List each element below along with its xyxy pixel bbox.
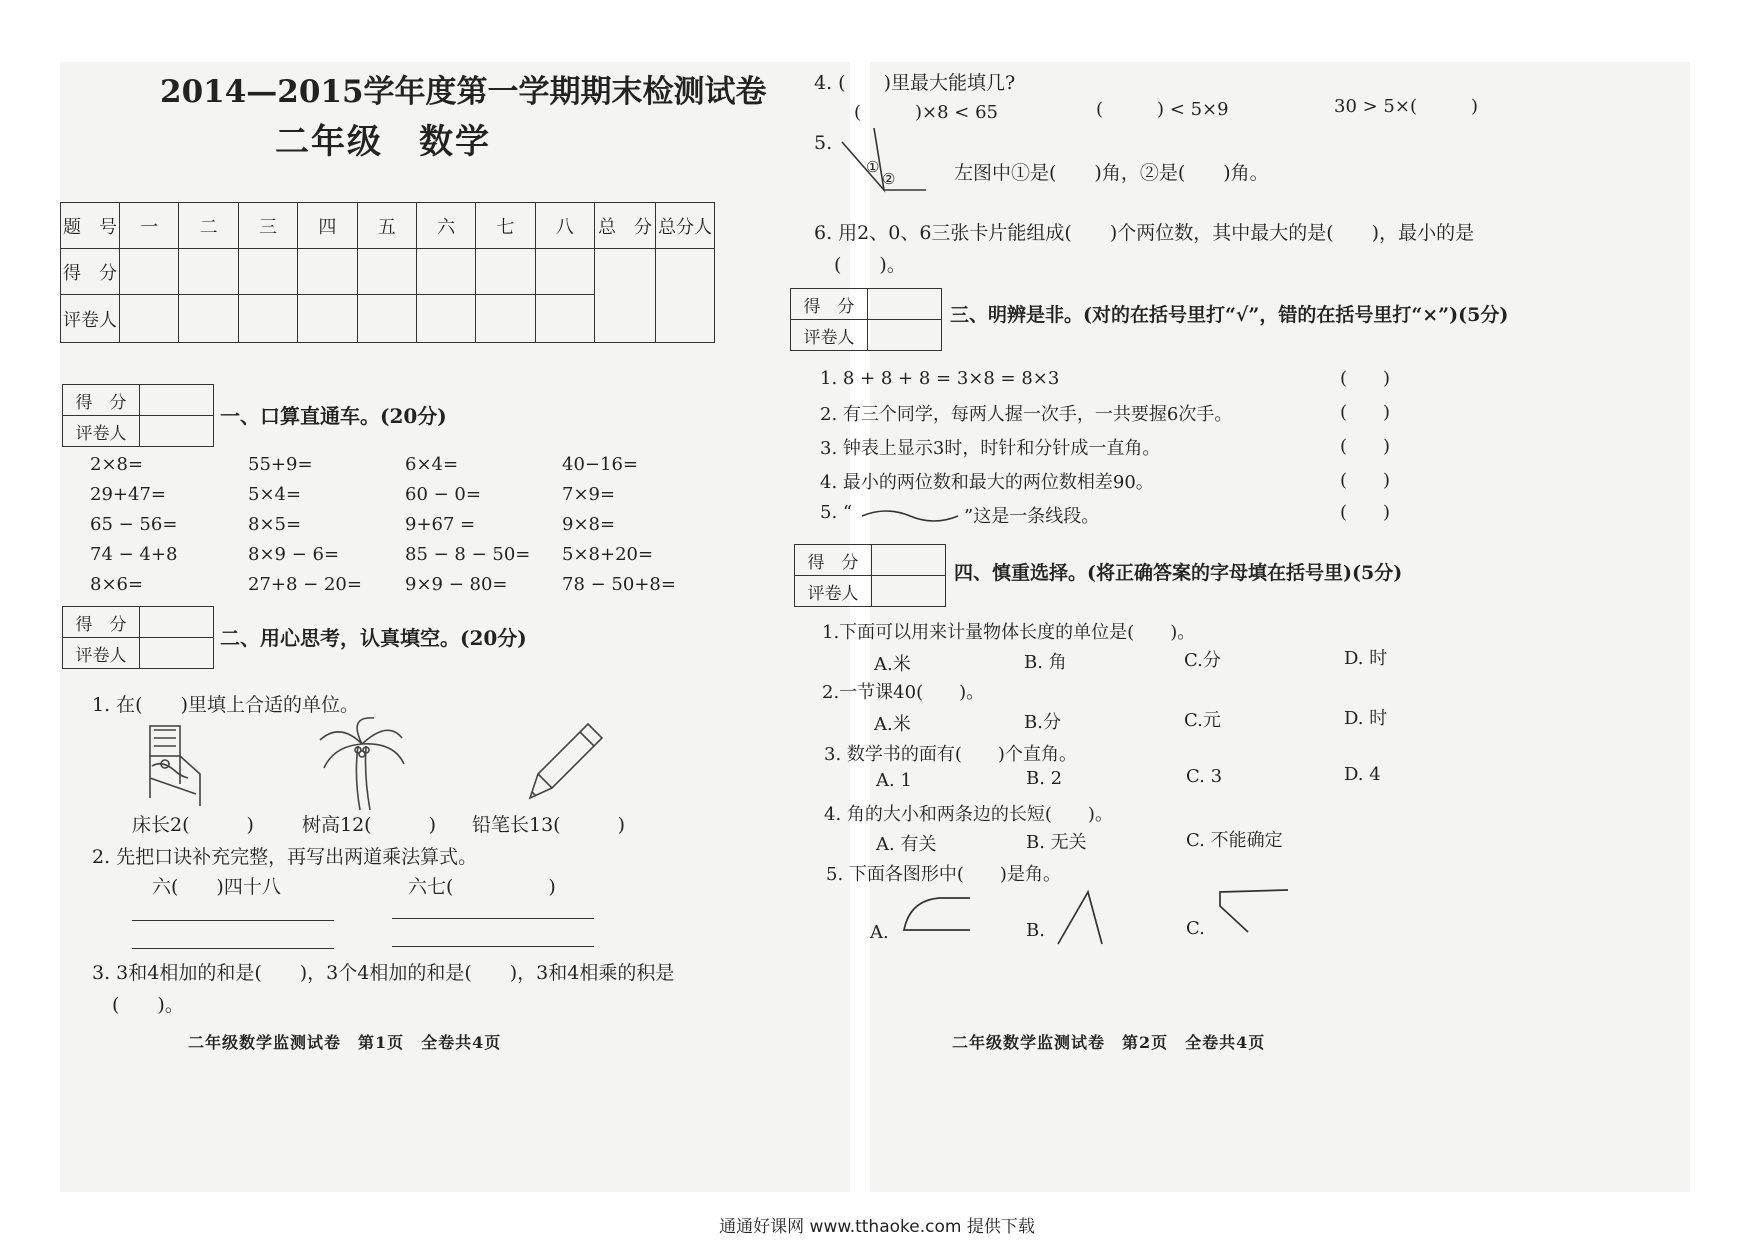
total-grader-cell[interactable] [656, 249, 715, 343]
answer-line[interactable] [392, 918, 594, 919]
pencil-picture [528, 722, 608, 802]
score-cell[interactable] [120, 249, 179, 295]
choice-option[interactable]: A. 1 [876, 770, 912, 791]
choice-option[interactable]: B. [1026, 920, 1045, 941]
oral-calc-item: 9+67 = [405, 514, 476, 535]
score-cell[interactable] [238, 249, 297, 295]
section1-heading: 一、口算直通车。(20分) [220, 404, 447, 428]
score-row-label: 评卷人 [61, 295, 120, 343]
score-table [60, 202, 715, 343]
score-header-cell: 总 分 [595, 203, 656, 249]
score-header-cell: 六 [416, 203, 475, 249]
choice-option[interactable]: A.米 [874, 714, 911, 735]
choice-option[interactable]: C.分 [1184, 650, 1221, 671]
question-2-2: 2. 先把口诀补充完整，再写出两道乘法算式。 [92, 846, 478, 868]
page-footer: 二年级数学监测试卷 第1页 全卷共4页 [188, 1033, 502, 1052]
choice-option[interactable]: D. 时 [1344, 708, 1388, 729]
score-header-cell: 八 [535, 203, 594, 249]
score-cell[interactable] [416, 249, 475, 295]
oral-calc-item: 5×8+20= [562, 544, 654, 565]
box-label: 得 分 [795, 545, 872, 576]
tree-height-blank: 树高12( ) [302, 814, 437, 836]
question-2-3-cont: ( )。 [112, 994, 184, 1016]
choice-option[interactable]: C. [1186, 918, 1205, 939]
oral-calc-item: 40−16= [562, 454, 638, 475]
bed-picture [140, 718, 220, 808]
answer-line[interactable] [132, 948, 334, 949]
box-label: 得 分 [791, 289, 868, 320]
exam-title: 2014—2015学年度第一学期期末检测试卷 [160, 74, 767, 110]
angle-figure-b [1056, 888, 1116, 948]
score-header-cell: 总分人 [656, 203, 715, 249]
judge-item: 1. 8 + 8 + 8 = 3×8 = 8×3 [820, 368, 1060, 389]
question-2-6: 6. 用2、0、6三张卡片能组成( )个两位数，其中最大的是( )，最小的是 [814, 222, 1475, 244]
box-label: 得 分 [63, 385, 140, 416]
choice-option[interactable]: B. 2 [1026, 768, 1063, 789]
box-label: 评卷人 [63, 638, 140, 669]
total-score-cell[interactable] [595, 249, 656, 343]
score-cell[interactable] [476, 249, 535, 295]
multiplication-rhyme-1: 六( )四十八 [152, 876, 281, 898]
choice-question: 1.下面可以用来计量物体长度的单位是( )。 [822, 622, 1196, 643]
section2-score-box [62, 606, 214, 669]
score-header-cell: 四 [298, 203, 357, 249]
section4-heading: 四、慎重选择。(将正确答案的字母填在括号里)(5分) [954, 562, 1403, 584]
answer-paren[interactable]: ( ) [1340, 470, 1391, 491]
oral-calc-item: 85 − 8 − 50= [405, 544, 531, 565]
angle-mark-1: ① [866, 158, 880, 176]
site-footer: 通通好课网 www.tthaoke.com 提供下载 [719, 1217, 1035, 1237]
choice-question: 2.一节课40( )。 [822, 682, 985, 703]
oral-calc-item: 74 − 4+8 [90, 544, 178, 565]
choice-option[interactable]: C. 不能确定 [1186, 830, 1283, 851]
tree-picture [318, 716, 408, 812]
score-header-cell: 七 [476, 203, 535, 249]
answer-line[interactable] [132, 920, 334, 921]
score-cell[interactable] [535, 249, 594, 295]
grader-cell[interactable] [357, 295, 416, 343]
wavy-line-figure [860, 504, 960, 526]
answer-paren[interactable]: ( ) [1340, 402, 1391, 423]
oral-calc-item: 5×4= [248, 484, 302, 505]
page-footer: 二年级数学监测试卷 第2页 全卷共4页 [952, 1033, 1266, 1052]
oral-calc-item: 9×8= [562, 514, 616, 535]
oral-calc-item: 9×9 − 80= [405, 574, 508, 595]
curved-figure-a [900, 892, 976, 936]
question-2-6-cont: ( )。 [834, 254, 906, 276]
q4-item: ( )×8 < 65 [854, 102, 999, 123]
box-label: 得 分 [63, 607, 140, 638]
choice-option[interactable]: B. 无关 [1026, 832, 1087, 853]
answer-paren[interactable]: ( ) [1340, 368, 1391, 389]
section3-score-box [790, 288, 942, 351]
choice-option[interactable]: B.分 [1024, 712, 1061, 733]
multiplication-rhyme-2: 六七( ) [408, 876, 556, 898]
box-grader-cell[interactable] [868, 320, 942, 351]
box-label: 评卷人 [63, 416, 140, 447]
score-cell[interactable] [179, 249, 238, 295]
box-label: 评卷人 [795, 576, 872, 607]
box-grader-cell[interactable] [140, 416, 214, 447]
box-score-cell[interactable] [868, 289, 942, 320]
choice-option[interactable]: C. 3 [1186, 766, 1223, 787]
grader-cell[interactable] [476, 295, 535, 343]
choice-option[interactable]: C.元 [1184, 710, 1221, 731]
choice-option[interactable]: B. 角 [1024, 652, 1067, 673]
q4-item: ( ) < 5×9 [1096, 99, 1229, 120]
box-label: 评卷人 [791, 320, 868, 351]
judge-item-5-start: 5. “ [820, 502, 853, 523]
box-grader-cell[interactable] [872, 576, 946, 607]
score-row-label: 得 分 [61, 249, 120, 295]
judge-item: 3. 钟表上显示3时，时针和分针成一直角。 [820, 438, 1161, 459]
oral-calc-item: 55+9= [248, 454, 313, 475]
score-header-cell: 一 [120, 203, 179, 249]
grader-cell[interactable] [298, 295, 357, 343]
answer-paren[interactable]: ( ) [1340, 436, 1391, 457]
choice-question: 4. 角的大小和两条边的长短( )。 [824, 804, 1113, 825]
score-header-cell: 三 [238, 203, 297, 249]
answer-paren[interactable]: ( ) [1340, 502, 1391, 523]
answer-line[interactable] [392, 946, 594, 947]
question-2-5-number: 5. [814, 132, 833, 154]
choice-option[interactable]: D. 4 [1344, 764, 1381, 785]
angle-mark-2: ② [882, 170, 896, 188]
oral-calc-item: 29+47= [90, 484, 166, 505]
judge-item: 4. 最小的两位数和最大的两位数相差90。 [820, 472, 1154, 493]
pencil-length-blank: 铅笔长13( ) [472, 814, 626, 836]
question-2-5-text: 左图中①是( )角，②是( )角。 [954, 162, 1269, 184]
grader-cell[interactable] [535, 295, 594, 343]
box-grader-cell[interactable] [140, 638, 214, 669]
choice-option[interactable]: A.米 [874, 654, 911, 675]
grader-cell[interactable] [416, 295, 475, 343]
exam-page-2 [803, 62, 1690, 1192]
oral-calc-item: 8×6= [90, 574, 144, 595]
oral-calc-item: 6×4= [405, 454, 459, 475]
bed-length-blank: 床长2( ) [132, 814, 254, 836]
score-header-cell: 五 [357, 203, 416, 249]
oral-calc-item: 78 − 50+8= [562, 574, 676, 595]
question-2-1: 1. 在( )里填上合适的单位。 [92, 694, 359, 716]
box-score-cell[interactable] [140, 385, 214, 416]
choice-question: 3. 数学书的面有( )个直角。 [824, 744, 1077, 765]
judge-item: 2. 有三个同学，每两人握一次手，一共要握6次手。 [820, 404, 1233, 425]
box-score-cell[interactable] [140, 607, 214, 638]
grader-cell[interactable] [179, 295, 238, 343]
exam-page-1 [60, 62, 853, 1192]
section3-heading: 三、明辨是非。(对的在括号里打“√”，错的在括号里打“×”)(5分) [950, 304, 1509, 326]
oral-calc-item: 27+8 − 20= [248, 574, 362, 595]
section4-score-box [794, 544, 946, 607]
exam-subtitle: 二年级 数学 [275, 122, 491, 162]
score-cell[interactable] [298, 249, 357, 295]
box-score-cell[interactable] [872, 545, 946, 576]
angle-figure [840, 126, 930, 206]
oral-calc-item: 2×8= [90, 454, 144, 475]
oral-calc-item: 60 − 0= [405, 484, 481, 505]
choice-option[interactable]: A. 有关 [876, 834, 937, 855]
section2-heading: 二、用心思考，认真填空。(20分) [220, 626, 527, 650]
score-header-cell: 二 [179, 203, 238, 249]
score-cell[interactable] [357, 249, 416, 295]
choice-option[interactable]: D. 时 [1344, 648, 1388, 669]
oral-calc-item: 65 − 56= [90, 514, 178, 535]
oral-calc-item: 8×5= [248, 514, 302, 535]
q4-item: 30 > 5×( ) [1334, 96, 1479, 117]
section1-score-box [62, 384, 214, 447]
grader-cell[interactable] [238, 295, 297, 343]
question-2-3: 3. 3和4相加的和是( )，3个4相加的和是( )，3和4相乘的积是 [92, 962, 675, 984]
grader-cell[interactable] [120, 295, 179, 343]
choice-question: 5. 下面各图形中( )是角。 [826, 864, 1061, 885]
oral-calc-item: 7×9= [562, 484, 616, 505]
question-2-4: 4. ( )里最大能填几? [814, 72, 1016, 94]
oral-calc-item: 8×9 − 6= [248, 544, 340, 565]
judge-item-5-end: ”这是一条线段。 [964, 506, 1100, 527]
choice-option[interactable]: A. [870, 922, 889, 943]
open-figure-c [1214, 886, 1294, 936]
score-header-cell: 题 号 [61, 203, 120, 249]
